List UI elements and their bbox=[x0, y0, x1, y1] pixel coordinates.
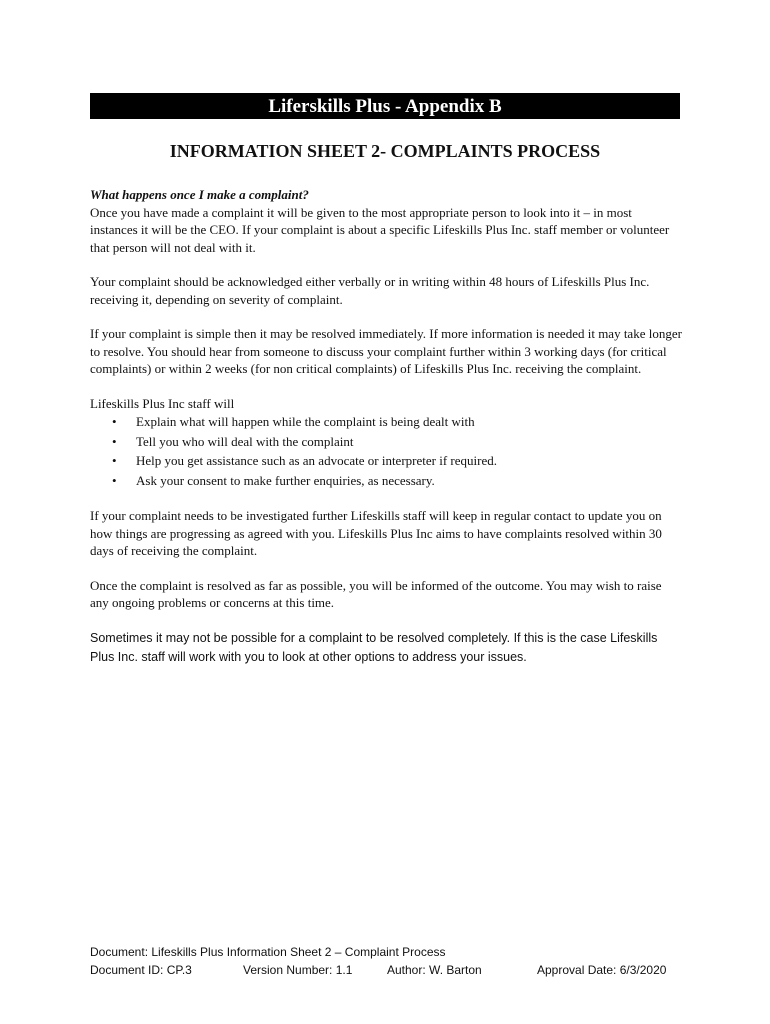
banner-title: Liferskills Plus - Appendix B bbox=[268, 95, 502, 117]
paragraph-assignment: Once you have made a complaint it will be given to the most appropriate person to look into it – in most instances it will be the CEO. If your complaint is about a specific Lifeskills Plus Inc. staff member or volunteer that person will not deal with it. bbox=[90, 204, 670, 255]
bullet-icon: • bbox=[112, 472, 117, 488]
document-body bbox=[90, 186, 682, 667]
bullet-icon: • bbox=[112, 414, 117, 429]
paragraph-resolution-time: If your complaint is simple then it may be resolved immediately. If more information is needed it may take longer to resolve. You should hear from someone to discuss your complaint further within 3 working days (for critical complaints) or within 2 weeks (for non critical complaints) of Lifeskills Plus Inc. receiving the complaint. bbox=[90, 326, 682, 376]
appendix-banner bbox=[90, 93, 680, 119]
footer-version: Version Number: 1.1 bbox=[243, 963, 353, 977]
paragraph-outcome: Once the complaint is resolved as far as possible, you will be informed of the outcome. You may wish to raise any ongoing problems or concerns at this time. bbox=[90, 577, 662, 610]
footer-row-document bbox=[90, 943, 682, 961]
paragraph-investigation: If your complaint needs to be investigated further Lifeskills staff will keep in regular contact to update you on how things are progressing as agreed with you. Lifeskills Plus Inc aims to have complaints resolved within 30 days of receiving the complaint. bbox=[90, 508, 662, 558]
list-item-text: Ask your consent to make further enquiries, as necessary. bbox=[136, 472, 435, 488]
list-item-text: Explain what will happen while the complaint is being dealt with bbox=[136, 414, 475, 429]
list-item bbox=[112, 471, 682, 491]
staff-actions-list bbox=[90, 412, 682, 490]
footer-document-id: Document ID: CP.3 bbox=[90, 963, 192, 977]
list-item bbox=[112, 432, 682, 452]
staff-intro: Lifeskills Plus Inc staff will bbox=[90, 395, 235, 411]
footer-author: Author: W. Barton bbox=[387, 963, 482, 977]
footer-approval-date: Approval Date: 6/3/2020 bbox=[537, 963, 667, 977]
sheet-title: INFORMATION SHEET 2- COMPLAINTS PROCESS bbox=[169, 141, 601, 161]
list-item bbox=[112, 412, 682, 432]
list-item-text: Help you get assistance such as an advocate or interpreter if required. bbox=[136, 453, 497, 468]
section-question: What happens once I make a complaint? bbox=[90, 187, 309, 202]
list-item bbox=[112, 451, 682, 471]
paragraph-acknowledgement: Your complaint should be acknowledged either verbally or in writing within 48 hours of Lifeskills Plus Inc. receiving it, depending on severity of complaint. bbox=[90, 274, 650, 307]
bullet-icon: • bbox=[112, 433, 117, 449]
footer-row-meta bbox=[90, 961, 682, 979]
document-footer bbox=[90, 943, 682, 979]
footer-document: Document: Lifeskills Plus Information Sheet 2 – Complaint Process bbox=[90, 945, 446, 959]
list-item-text: Tell you who will deal with the complaint bbox=[136, 433, 354, 449]
paragraph-other-options: Sometimes it may not be possible for a complaint to be resolved completely. If this is the case Lifeskills Plus Inc. staff will work with you to look at other options to address your issues. bbox=[90, 630, 658, 664]
bullet-icon: • bbox=[112, 453, 117, 468]
